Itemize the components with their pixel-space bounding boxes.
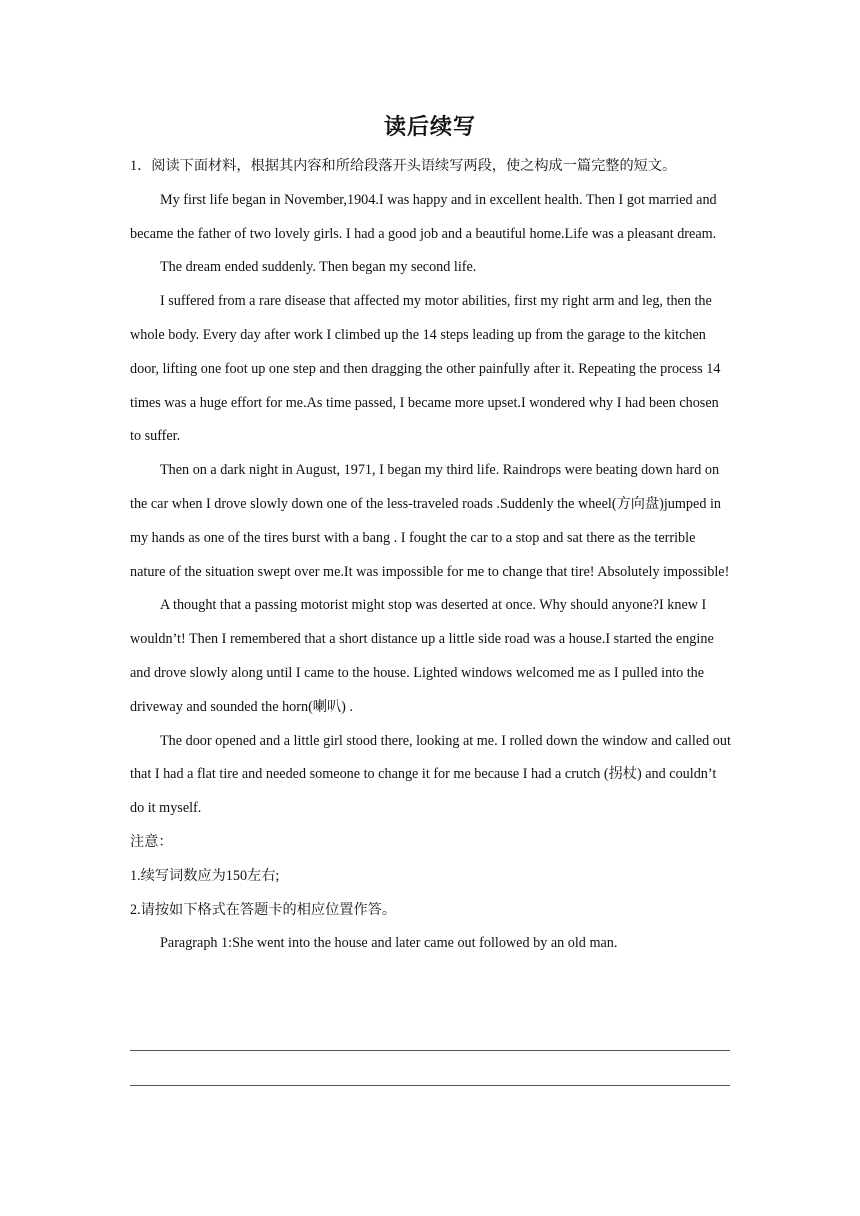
note-item-word-count: 1.续写词数应为150左右; <box>130 867 280 884</box>
page-title: 读后续写 <box>383 114 476 139</box>
story-paragraph-6: The door opened and a little girl stood there, looking at me. I rolled down the window and called out that I had a flat tire and needed someone to change it for me because I had a crutch (拐杖) and couldn’t do it myself. <box>130 732 731 817</box>
task-instruction: 1．阅读下面材料，根据其内容和所给段落开头语续写两段，使之构成一篇完整的短文。 <box>130 158 677 174</box>
story-paragraph-2: The dream ended suddenly. Then began my second life. <box>160 259 477 276</box>
story-paragraph-4: Then on a dark night in August, 1971, I began my third life. Raindrops were beating down hard on the car when I drove slowly down one of the less-traveled roads .Suddenly the wheel(方向盘)jumped in my hands as one of the tires burst with a bang . I fought the car to a stop and sat there as the terrible nature of the situation swept over me.It was impossible for me to change that tire! Absolutely impossible! <box>130 462 730 580</box>
answer-lines <box>130 1050 730 1086</box>
answer-line[interactable] <box>130 1085 730 1086</box>
story-paragraph-5: A thought that a passing motorist might stop was deserted at once. Why should anyone?I knew I wouldn’t! Then I remembered that a short distance up a little side road was a house.I started the engine and drove slowly along until I came to the house. Lighted windows welcomed me as I pulled into the driveway and sounded the horn(喇叭) . <box>130 597 714 715</box>
notes-label: 注意： <box>130 833 173 850</box>
paragraph-1-prompt: Paragraph 1:She went into the house and later came out followed by an old man. <box>160 935 618 952</box>
note-item-answer-format: 2.请按如下格式在答题卡的相应位置作答。 <box>130 901 397 918</box>
answer-line[interactable] <box>130 1050 730 1051</box>
story-paragraph-1: My first life began in November,1904.I was happy and in excellent health. Then I got married and became the father of two lovely girls. I had a good job and a beautiful home.Life was a pleasant dream. <box>130 191 717 242</box>
story-paragraph-3: I suffered from a rare disease that affected my motor abilities, first my right arm and leg, then the whole body. Every day after work I climbed up the 14 steps leading up from the garage to the kitchen door, lifting one foot up one step and then dragging the other painfully after it. Repeating the process 14 times was a huge effort for me.As time passed, I became more upset.I wondered why I had been chosen to suffer. <box>130 293 721 445</box>
document-body <box>130 150 732 961</box>
